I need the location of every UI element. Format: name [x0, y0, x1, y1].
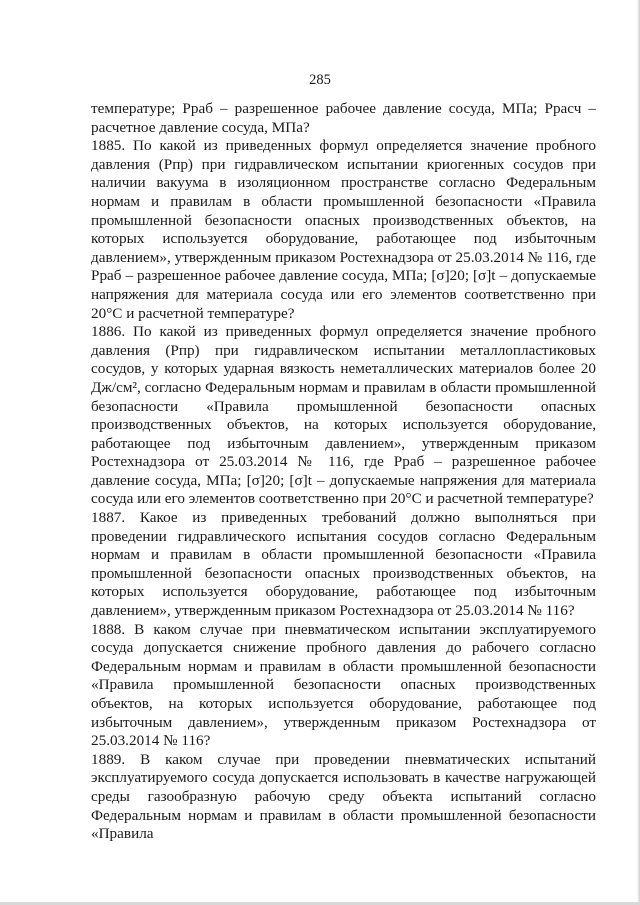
question-1889: 1889. В каком случае при проведении пневматических испытаний эксплуатируемого сосуда допускается использовать в качестве нагружающей среды газообразную рабочую среду объекта испытаний согласно Федеральным нормам и правилам в области промышленной безопасности «Правила	[91, 750, 596, 843]
page-body	[91, 100, 596, 844]
question-1888: 1888. В каком случае при пневматическом испытании эксплуатируемого сосуда допускается снижение пробного давления до рабочего согласно Федеральным нормам и правилам в области промышленной безопасности «Правила промышленной безопасности опасных производственных объектов, на которых используется оборудование, работающее под избыточным давлением», утвержденным приказом Ростехнадзора от 25.03.2014 № 116?	[91, 620, 596, 750]
question-1887: 1887. Какое из приведенных требований должно выполняться при проведении гидравлического испытания сосудов согласно Федеральным нормам и правилам в области промышленной безопасности «Правила промышленной безопасности опасных производственных объектов, на которых используется оборудование, работающее под избыточным давлением», утвержденным приказом Ростехнадзора от 25.03.2014 № 116?	[91, 509, 596, 620]
question-1885: 1885. По какой из приведенных формул определяется значение пробного давления (Рпр) при гидравлическом испытании криогенных сосудов при наличии вакуума в изоляционном пространстве согласно Федеральным нормам и правилам в области промышленной безопасности «Правила промышленной безопасности опасных производственных объектов, на которых используется оборудование, работающее под избыточным давлением», утвержденным приказом Ростехнадзора от 25.03.2014 № 116, где Рраб – разрешенное рабочее давление сосуда, МПа; [σ]20; [σ]t – допускаемые напряжения для материала сосуда или его элементов соответственно при 20°С и расчетной температуре?	[91, 137, 596, 322]
paragraph-continuation: температуре; Рраб – разрешенное рабочее давление сосуда, МПа; Ррасч – расчетное давление сосуда, МПа?	[91, 100, 596, 136]
page-number: 285	[309, 72, 331, 88]
question-1886: 1886. По какой из приведенных формул определяется значение пробного давления (Рпр) при гидравлическом испытании металлопластиковых сосудов, у которых ударная вязкость неметаллических материалов более 20 Дж/см², согласно Федеральным нормам и правилам в области промышленной безопасности «Правила промышленной безопасности опасных производственных объектов, на которых используется оборудование, работающее под избыточным давлением», утвержденным приказом Ростехнадзора от 25.03.2014 № 116, где Рраб – разрешенное рабочее давление сосуда, МПа; [σ]20; [σ]t – допускаемые напряжения для материала сосуда или его элементов соответственно при 20°С и расчетной температуре?	[91, 323, 596, 508]
